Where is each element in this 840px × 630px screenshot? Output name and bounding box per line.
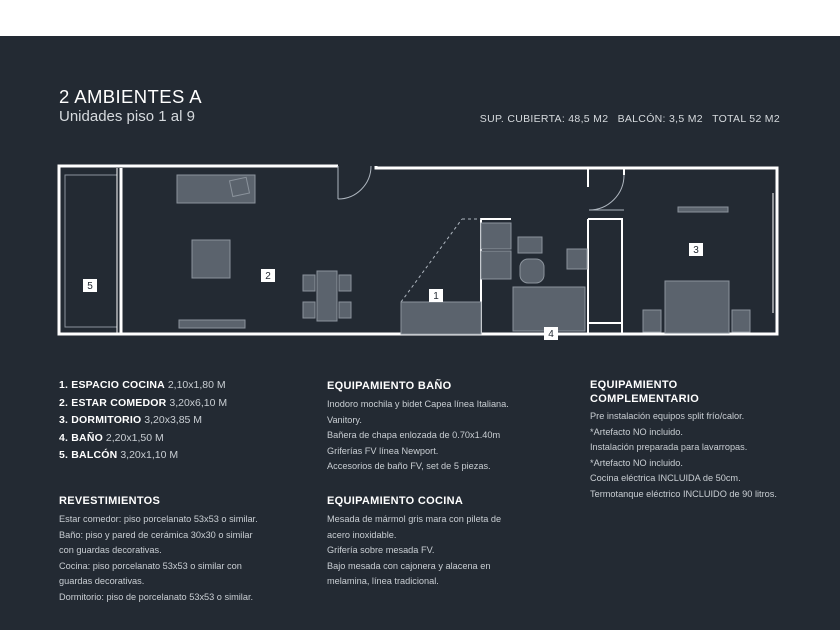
- bedroom-shelf: [678, 207, 728, 212]
- surface-summary: [474, 113, 780, 125]
- surface-total: TOTAL 52 M2: [712, 113, 780, 125]
- room-item: 5. BALCÓN 3,20x1,10 M: [59, 449, 179, 462]
- revestimientos-section: REVESTIMIENTOS Estar comedor: piso porcelanato 53x53 o similar. Baño: piso y pared de cerámica 30x30 o similar con guardas decorativas. Cocina: piso porcelanato 53x53 o similar con guardas decorativas. Dormitorio: piso de porcelanato 53x53 o similar.: [59, 495, 258, 602]
- vanity: [567, 249, 587, 269]
- equip-bano-section: EQUIPAMIENTO BAÑO Inodoro mochila y bidet Capea línea Italiana. Vanitory. Bañera de chapa enlozada de 0.70x1.40m Griferías FV línea Newport. Accesorios de baño FV, set de 5 piezas.: [327, 380, 509, 472]
- equip-cocina-heading: EQUIPAMIENTO COCINA: [327, 495, 464, 507]
- tag-1: 1: [433, 291, 439, 302]
- equip-bano-heading: EQUIPAMIENTO BAÑO: [327, 380, 452, 392]
- coffee-table: [192, 240, 230, 278]
- unit-title: 2 AMBIENTES A: [59, 86, 202, 107]
- tag-2: 2: [265, 271, 271, 282]
- tag-3: 3: [693, 245, 699, 256]
- wall-closet: [588, 219, 622, 334]
- revestimientos-heading: REVESTIMIENTOS: [59, 495, 161, 507]
- unit-subtitle: Unidades piso 1 al 9: [59, 108, 195, 125]
- balcony-rail: [65, 175, 117, 327]
- floor-plan: [56, 163, 782, 341]
- kitchen-fridge: [481, 223, 511, 249]
- bathtub: [513, 287, 585, 331]
- toilet: [520, 259, 544, 283]
- room-item: 3. DORMITORIO 3,20x3,85 M: [59, 414, 203, 427]
- dining-table: [317, 271, 337, 321]
- bed: [665, 281, 729, 333]
- room-item: 4. BAÑO 2,20x1,50 M: [59, 431, 164, 444]
- armchair: [230, 177, 250, 196]
- brochure-sheet: [0, 36, 840, 630]
- equip-comp-heading: EQUIPAMIENTO COMPLEMENTARIO: [590, 379, 700, 405]
- room-item: 2. ESTAR COMEDOR 3,20x6,10 M: [59, 396, 228, 409]
- tag-4: 4: [548, 329, 554, 340]
- room-tags: [83, 243, 703, 340]
- equip-complementario-section: EQUIPAMIENTO COMPLEMENTARIO Pre instalación equipos split frío/calor. *Artefacto NO incluido. Instalación preparada para lavarropas. *Artefacto NO incluido. Cocina eléctrica INCLUIDA de 50cm. Termotanque eléctrico INCLUIDO de 90 litros.: [590, 379, 777, 499]
- kitchen-counter: [401, 302, 481, 334]
- door-swing-entry: [338, 166, 371, 199]
- equip-cocina-section: EQUIPAMIENTO COCINA Mesada de mármol gris mara con pileta de acero inoxidable. Grifería sobre mesada FV. Bajo mesada con cajonera y alacena en melamina, línea tradicional.: [327, 495, 502, 587]
- surface-covered: SUP. CUBIERTA: 48,5 M2: [479, 113, 609, 125]
- room-list: [59, 377, 227, 465]
- room-item: 1. ESPACIO COCINA 2,10x1,80 M: [59, 379, 226, 391]
- surface-balcony: BALCÓN: 3,5 M2: [617, 113, 703, 125]
- door-swing-bedroom: [589, 175, 624, 210]
- tag-5: 5: [87, 281, 93, 292]
- tv-cabinet: [179, 320, 245, 328]
- bidet: [518, 237, 542, 253]
